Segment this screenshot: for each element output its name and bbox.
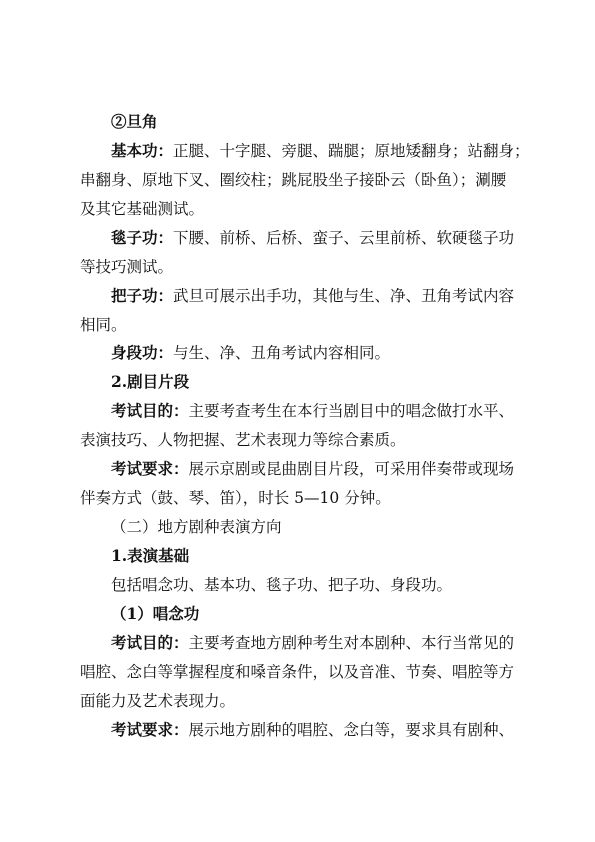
section2-heading: 2.剧目片段 bbox=[111, 372, 190, 391]
mudi2-line-1 bbox=[111, 633, 551, 653]
jibengong-label: 基本功： bbox=[111, 141, 174, 160]
yaoqiu2-line-1 bbox=[111, 720, 551, 740]
dan-heading: ②旦角 bbox=[111, 112, 158, 131]
bazigong-label: 把子功： bbox=[111, 286, 174, 305]
mudi1-line-1 bbox=[111, 401, 551, 421]
yaoqiu1-label: 考试要求： bbox=[111, 459, 189, 478]
mudi2-line-3: 面能力及艺术表现力。 bbox=[80, 692, 236, 710]
bazigong-text: 武旦可展示出手功，其他与生、净、丑角考试内容 bbox=[173, 287, 515, 305]
sub1-heading: （1）唱念功 bbox=[111, 604, 200, 623]
mudi2-line-2: 唱腔、念白等掌握程度和嗓音条件，以及音准、节奏、唱腔等方 bbox=[80, 663, 515, 681]
jibengong-line-2: 串翻身、原地下叉、圈绞柱；跳屁股坐子接卧云（卧鱼）；涮腰 bbox=[80, 171, 507, 189]
bazigong-line-2: 相同。 bbox=[80, 316, 127, 334]
bazigong-line-1 bbox=[111, 286, 551, 306]
yaoqiu2-label: 考试要求： bbox=[111, 720, 189, 739]
tanzigong-text: 下腰、前桥、后桥、蛮子、云里前桥、软硬毯子功 bbox=[173, 229, 515, 247]
jibengong-line-1 bbox=[111, 141, 551, 161]
mudi1-line-2: 表演技巧、人物把握、艺术表现力等综合素质。 bbox=[80, 431, 406, 449]
mudi1-label: 考试目的： bbox=[111, 401, 189, 420]
yaoqiu1-line-1 bbox=[111, 459, 551, 479]
mudi2-text: 主要考查地方剧种考生对本剧种、本行当常见的 bbox=[188, 634, 515, 652]
mudi2-label: 考试目的： bbox=[111, 633, 189, 652]
yaoqiu2-text: 展示地方剧种的唱腔、念白等，要求具有剧种、 bbox=[188, 721, 515, 739]
section1-body: 包括唱念功、基本功、毯子功、把子功、身段功。 bbox=[111, 576, 453, 594]
mudi1-text: 主要考查考生在本行当剧目中的唱念做打水平、 bbox=[188, 402, 515, 420]
shenduangong-line-1 bbox=[111, 343, 551, 363]
yaoqiu1-line-2: 伴奏方式（鼓、琴、笛），时长 5—10 分钟。 bbox=[80, 489, 391, 507]
yaoqiu1-text: 展示京剧或昆曲剧目片段，可采用伴奏带或现场 bbox=[188, 460, 515, 478]
jibengong-text: 正腿、十字腿、旁腿、踹腿；原地矮翻身；站翻身； bbox=[173, 142, 530, 160]
shenduangong-text: 与生、净、丑角考试内容相同。 bbox=[173, 344, 391, 362]
tanzigong-line-2: 等技巧测试。 bbox=[80, 258, 174, 276]
tanzigong-label: 毯子功： bbox=[111, 228, 174, 247]
part2-heading: （二）地方剧种表演方向 bbox=[111, 518, 282, 536]
shenduangong-label: 身段功： bbox=[111, 343, 174, 362]
tanzigong-line-1 bbox=[111, 228, 551, 248]
jibengong-line-3: 及其它基础测试。 bbox=[80, 200, 205, 218]
section1-heading: 1.表演基础 bbox=[111, 546, 190, 565]
